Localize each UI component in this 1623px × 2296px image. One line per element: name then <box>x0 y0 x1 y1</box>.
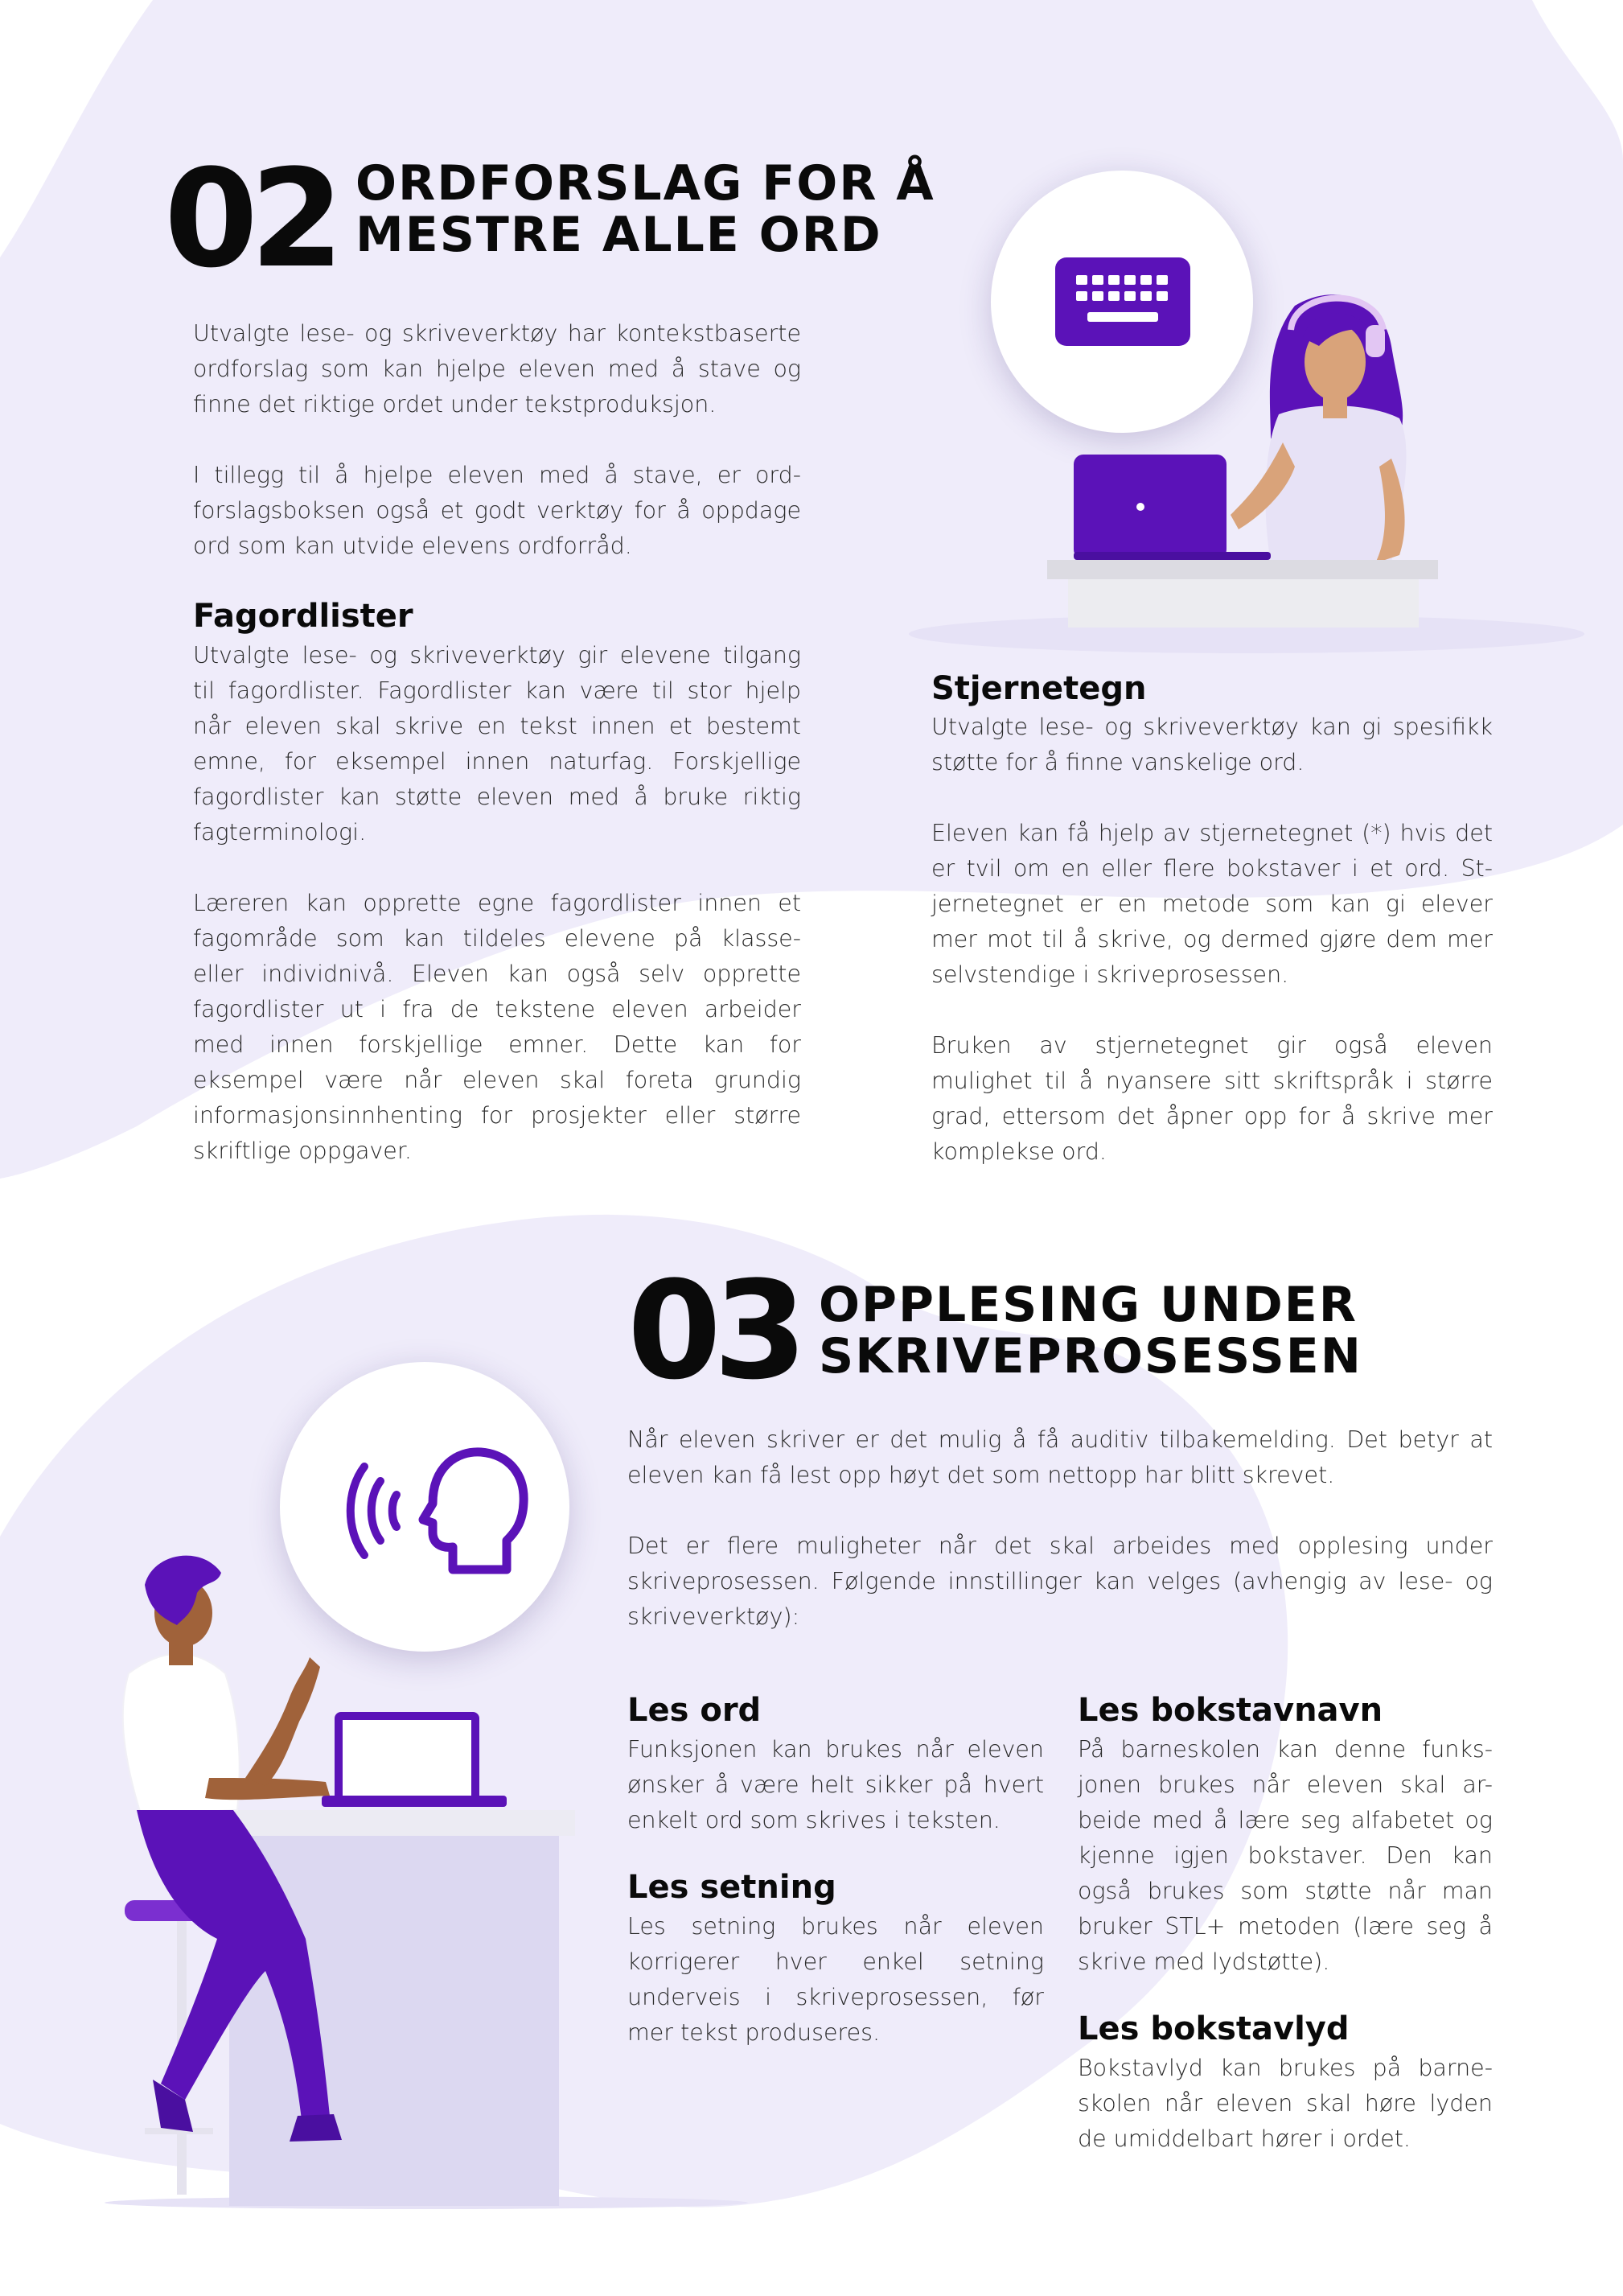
text-line: kjenne igjen bokstaver. Den kan <box>1078 1842 1493 1869</box>
text-line: emne, for eksempel innen naturfag. Forskjellige <box>193 748 801 775</box>
text-line: mer mot til å skrive, og dermed gjøre dem mer <box>931 926 1493 953</box>
text-line: fagterminologi. <box>193 819 367 846</box>
text-line: underveis i skriveprosessen, før <box>627 1984 1044 2010</box>
section-03-title-line-1: OPPLESING UNDER <box>819 1277 1358 1333</box>
text-line: informasjonsinnhenting for prosjekter eller større <box>193 1102 801 1129</box>
text-line: fagordlister ut i fra de tekstene eleven arbeider <box>193 996 801 1023</box>
text-line: bruker STL+ metoden (lære seg å <box>1078 1913 1493 1940</box>
fagordlister-paragraph-2 <box>193 886 801 1169</box>
woman-laptop-illustration <box>885 274 1592 660</box>
fagordlister-heading: Fagordlister <box>193 598 413 635</box>
text-line: eksempel være når eleven skal foreta grundig <box>193 1067 801 1093</box>
text-line: skriftlige oppgaver. <box>193 1138 412 1164</box>
section-02-title <box>355 155 935 263</box>
fagordlister-paragraph-1 <box>193 638 801 850</box>
text-line: støtte for å finne vanskelige ord. <box>931 749 1305 776</box>
text-line: Utvalgte lese- og skriveverktøy kan gi spesifikk <box>931 714 1493 740</box>
section-03-title <box>819 1277 1362 1385</box>
text-line: med innen forskjellige emner. Dette kan for <box>193 1031 801 1058</box>
les-setning-heading: Les setning <box>627 1869 836 1906</box>
text-line: korrigerer hver enkel setning <box>627 1948 1044 1975</box>
section-02-intro-paragraph-1 <box>193 316 801 422</box>
text-line: Når eleven skriver er det mulig å få auditiv tilbakemelding. Det betyr at <box>627 1426 1493 1453</box>
section-03-number: 03 <box>627 1252 799 1409</box>
text-line: selvstendige i skriveprosessen. <box>931 961 1289 988</box>
stjernetegn-paragraph-2 <box>931 816 1493 993</box>
section-02-number: 02 <box>164 140 336 298</box>
text-line: når eleven skal skrive en tekst innen et bestemt <box>193 713 801 739</box>
stjernetegn-paragraph-3 <box>931 1028 1493 1170</box>
section-02-title-line-2: MESTRE ALLE ORD <box>355 207 882 263</box>
text-line: forslagsboksen også et godt verktøy for å oppdage <box>193 497 801 524</box>
les-bokstavnavn-heading: Les bokstavnavn <box>1078 1692 1383 1729</box>
text-line: ord som kan utvide elevens ordforråd. <box>193 533 632 559</box>
text-line: jonen brukes når eleven skal ar- <box>1078 1771 1493 1798</box>
text-line: mer tekst produseres. <box>627 2019 881 2046</box>
text-line: er tvil om en eller flere bokstaver i et ord. St- <box>931 855 1493 882</box>
text-line: til fagordlister. Fagordlister kan være til stor hjelp <box>193 677 801 704</box>
section-03-title-line-2: SKRIVEPROSESSEN <box>819 1328 1362 1385</box>
section-02-title-line-1: ORDFORSLAG FOR Å <box>355 155 935 212</box>
text-line: eller individnivå. Eleven kan også selv opprette <box>193 961 801 987</box>
text-line: fagordlister kan støtte eleven med å bruke riktig <box>193 784 801 810</box>
text-line: fagområde som kan tildeles elevene på klasse- <box>193 925 801 952</box>
section-03-intro-paragraph-1 <box>627 1422 1493 1493</box>
text-line: Utvalgte lese- og skriveverktøy har kontekstbaserte <box>193 320 801 347</box>
text-line: Utvalgte lese- og skriveverktøy gir elevene tilgang <box>193 642 801 669</box>
stjernetegn-heading: Stjernetegn <box>931 670 1147 707</box>
les-ord-heading: Les ord <box>627 1692 762 1729</box>
text-line: ønsker å være helt sikker på hvert <box>627 1771 1044 1798</box>
les-bokstavnavn-paragraph <box>1078 1732 1493 1980</box>
text-line: mulighet til å nyansere sitt skriftspråk i større <box>931 1068 1493 1094</box>
text-line: grad, ettersom det åpner opp for å skrive mer <box>931 1103 1493 1129</box>
section-02-intro-paragraph-2 <box>193 458 801 564</box>
text-line: finne det riktige ordet under tekstproduksjon. <box>193 391 717 418</box>
text-line: Funksjonen kan brukes når eleven <box>627 1736 1044 1763</box>
text-line: I tillegg til å hjelpe eleven med å stave, er ord- <box>193 462 801 488</box>
text-line: Eleven kan få hjelp av stjernetegnet (*) hvis det <box>931 820 1493 846</box>
les-bokstavlyd-heading: Les bokstavlyd <box>1078 2010 1350 2047</box>
text-line: På barneskolen kan denne funks- <box>1078 1736 1493 1763</box>
text-line: eleven kan få lest opp høyt det som nettopp har blitt skrevet. <box>627 1462 1335 1488</box>
text-line: Bruken av stjernetegnet gir også eleven <box>931 1032 1493 1059</box>
text-line: enkelt ord som skrives i teksten. <box>627 1807 1001 1833</box>
text-line: ordforslag som kan hjelpe eleven med å stave og <box>193 356 801 382</box>
text-line: komplekse ord. <box>931 1138 1107 1165</box>
text-line: Les setning brukes når eleven <box>627 1913 1044 1940</box>
text-line: de umiddelbart hører i ordet. <box>1078 2125 1411 2152</box>
man-laptop-illustration <box>64 1537 756 2212</box>
text-line: skrive med lydstøtte). <box>1078 1948 1330 1975</box>
stjernetegn-paragraph-1 <box>931 710 1493 780</box>
text-line: beide med å lære seg alfabetet og <box>1078 1807 1493 1833</box>
text-line: Læreren kan opprette egne fagordlister innen et <box>193 890 801 916</box>
section-03-intro-paragraph-2 <box>627 1529 1493 1635</box>
les-bokstavlyd-paragraph <box>1078 2051 1493 2157</box>
text-line: Bokstavlyd kan brukes på barne- <box>1078 2055 1493 2081</box>
text-line: jernetegnet er en metode som kan gi elever <box>931 891 1493 917</box>
text-line: skriveprosessen. Følgende innstillinger kan velges (avhengig av lese- og <box>627 1568 1493 1594</box>
text-line: skolen når eleven skal høre lyden <box>1078 2090 1493 2117</box>
text-line: også brukes som støtte når man <box>1078 1878 1493 1904</box>
text-line: skriveverktøy): <box>627 1603 800 1630</box>
text-line: Det er flere muligheter når det skal arbeides med opplesing under <box>627 1533 1493 1559</box>
